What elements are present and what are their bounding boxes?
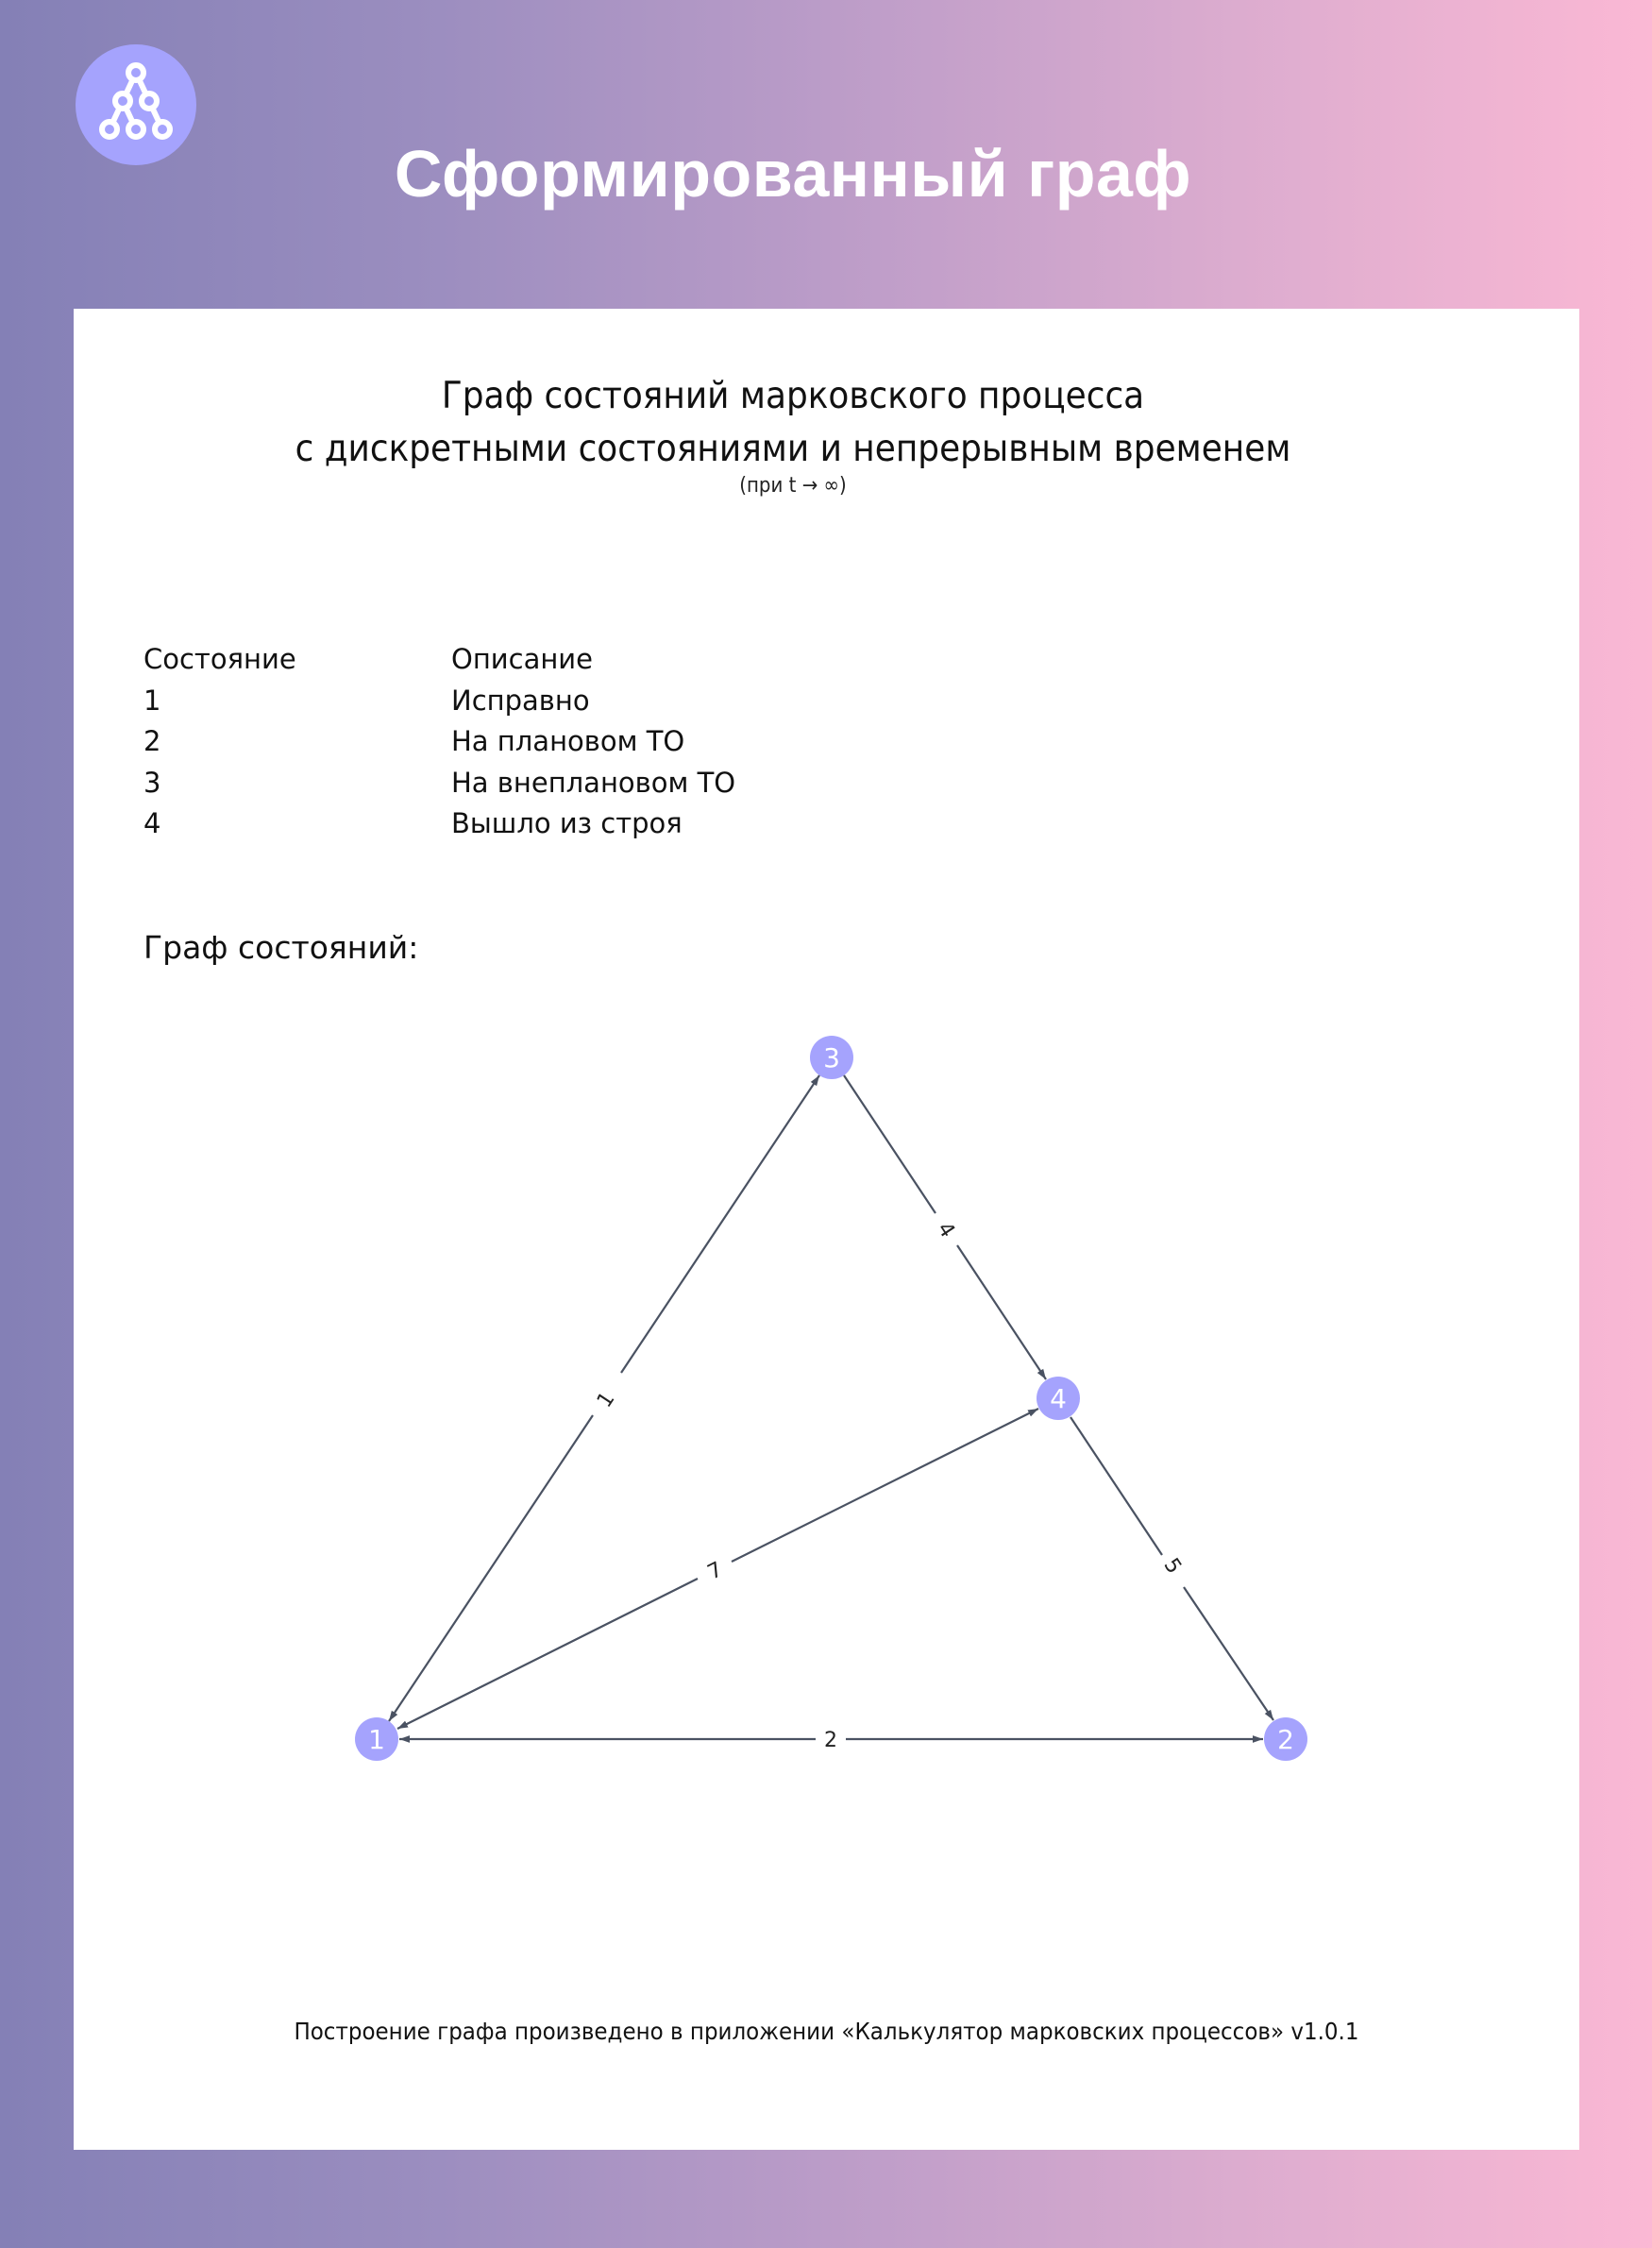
node-1	[355, 1717, 398, 1761]
edge-label: 2	[824, 1729, 837, 1752]
document-subtitle: (при t → ∞)	[739, 474, 847, 498]
state-description: На внеплановом ТО	[451, 766, 736, 799]
state-number: 1	[143, 684, 161, 717]
edge-3-4	[844, 1075, 1046, 1379]
footer-note: Построение графа произведено в приложении «Калькулятор марковских процессов» v1.0.1	[294, 2018, 1359, 2045]
edge-label: 7	[703, 1558, 727, 1585]
edge-label: 1	[592, 1388, 620, 1412]
edge-1-2	[399, 1729, 1263, 1752]
state-description: На плановом ТО	[451, 725, 685, 757]
node-label: 3	[823, 1042, 840, 1073]
document-title-line-2: с дискретными состояниями и непрерывным временем	[295, 428, 1291, 470]
node-label: 4	[1050, 1383, 1067, 1414]
state-description: Вышло из строя	[451, 807, 683, 839]
graph-section-label: Граф состояний:	[143, 929, 419, 966]
node-4	[1037, 1377, 1080, 1420]
edge-1-4	[397, 1409, 1038, 1729]
state-number: 4	[143, 807, 161, 839]
edge-4-2	[1070, 1417, 1273, 1720]
state-number: 2	[143, 725, 161, 757]
edge-label: 4	[932, 1218, 960, 1242]
page-title: Сформированный граф	[394, 137, 1192, 211]
column-header-description: Описание	[451, 643, 593, 675]
node-3	[810, 1036, 853, 1079]
edge-label: 5	[1158, 1554, 1187, 1579]
node-2	[1264, 1717, 1307, 1761]
node-label: 2	[1277, 1724, 1294, 1755]
state-description: Исправно	[451, 684, 590, 717]
document-title-line-1: Граф состояний марковского процесса	[441, 375, 1145, 417]
node-label: 1	[368, 1724, 385, 1755]
column-header-state: Состояние	[143, 643, 296, 675]
state-graph	[74, 309, 1579, 2150]
graph-document	[74, 309, 1579, 2150]
state-number: 3	[143, 766, 161, 799]
